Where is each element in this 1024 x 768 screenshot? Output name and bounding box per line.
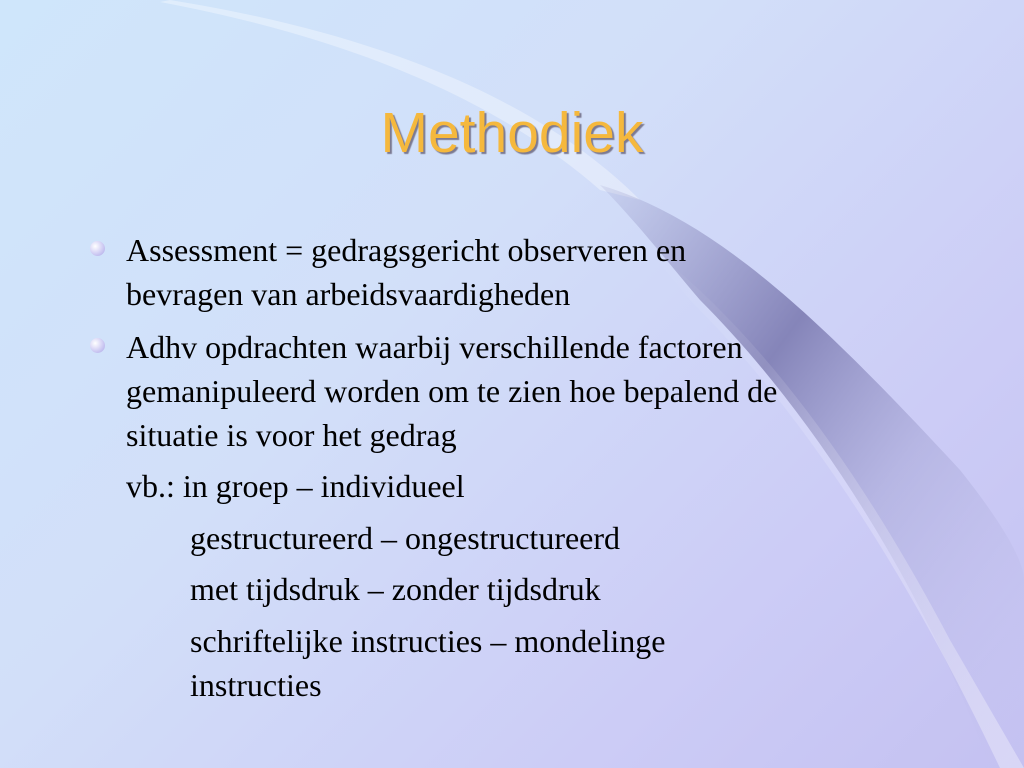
bullet-2-line-2: gemanipuleerd worden om te zien hoe bepalend de [126, 373, 778, 409]
example-intro: vb.: in groep – individueel [126, 468, 465, 504]
slide-title: Methodiek [380, 101, 644, 165]
example-item: met tijdsdruk – zonder tijdsdruk [190, 571, 601, 607]
bullet-2-line-3: situatie is voor het gedrag [126, 417, 457, 453]
bullet-1-line-1: Assessment = gedragsgericht observeren en [126, 232, 687, 268]
bullet-1-line-2: bevragen van arbeidsvaardigheden [126, 276, 571, 312]
bullet-2-line-1: Adhv opdrachten waarbij verschillende factoren [126, 329, 743, 365]
bullet-icon [90, 338, 105, 353]
example-item: schriftelijke instructies – mondelinge [190, 623, 666, 659]
example-item: instructies [190, 667, 322, 703]
bullet-icon [90, 241, 105, 256]
example-item: gestructureerd – ongestructureerd [190, 520, 621, 556]
